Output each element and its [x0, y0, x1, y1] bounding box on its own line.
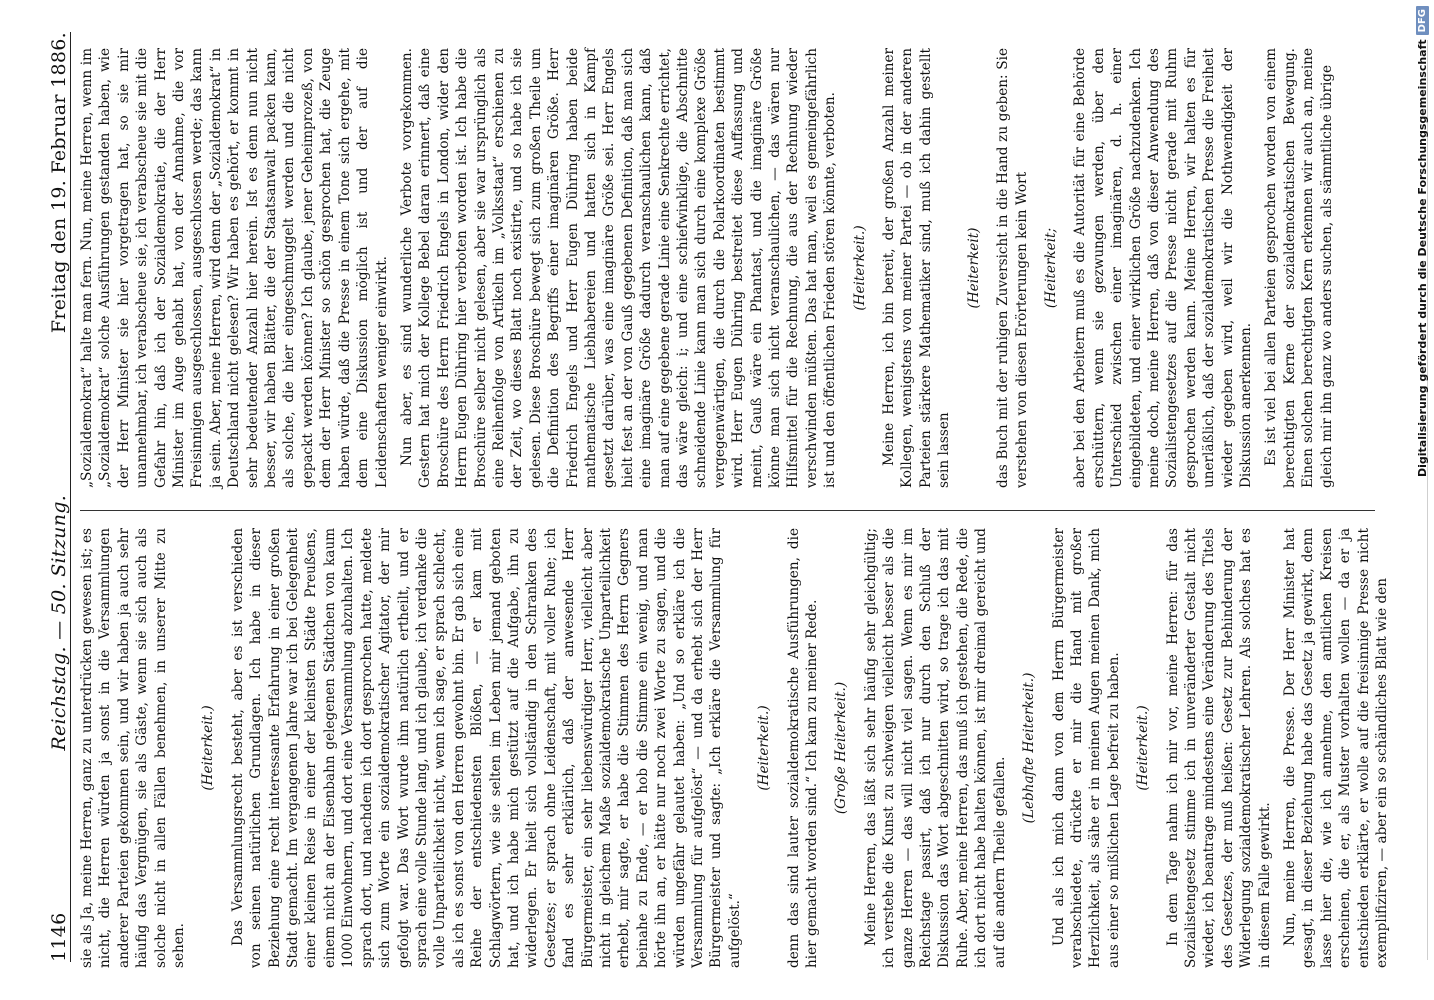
- stage-direction: (Heiterkeit.): [1135, 705, 1152, 791]
- stage-direction: (Lebhafte Heiterkeit.): [1021, 672, 1038, 824]
- running-head: [26, 32, 71, 962]
- watermark-strip: [1408, 0, 1432, 1000]
- paragraph: „Sozialdemokrat“ halte man fern. Nun, meine Herren, wenn im „Sozialdemokrat“ solche Ausführungen gestanden haben, wie der Herr Minister sie hier vorgetragen hat, so sie mir unannehmbar, ich verabscheue sie, ich verabscheue sie mit die Gefahr hin, daß ich der Sozialdemokratie, die der Herr Minister im Auge gehabt hat, von der Annahme, die vor Freisinnigen ausgeschlossen, ausgeschlossen werde; das kann ja sein. Aber, meine Herren, wird denn der „Sozialdemokrat“ in Deutschland nicht gelesen? Wir haben es gehört, er kommt in sehr bedeutender Anzahl hier herein. Ist es denn nun nicht besser, wir haben Blätter, die der Staatsanwalt packen kann, als solche, die hier eingeschmuggelt werden und die nicht gepackt werden können? Ich glaube, jener Geheimprozeß, von dem der Herr Minister so schön gesprochen hat, die Zeuge haben würde, daß die Presse in einem Tone sich ergehe, mit dem eine Diskussion möglich ist und der auf die Leidenschaften weniger einwirkt.: [79, 48, 390, 488]
- paragraph: Das Versammlungsrecht besteht, aber es ist verschieden von seinen natürlichen Grundlagen. Ich habe in dieser Beziehung eine recht interessante Erfahrung in einer großen Stadt gemacht. Im vergangenen Jahre war ich bei Gelegenheit einer kleinen Reise in einer der kleinsten Städte Preußens, einem nicht an der Eisenbahn gelegenen Städtchen von kaum 1000 Einwohnern, und dort eine Versammlung abzuhalten. Ich sprach dort, und nachdem ich dort gesprochen hatte, meldete sich zum Worte ein sozialdemokratischer Agitator, der mir gefolgt war. Das Wort wurde ihm natürlich ertheilt, und er sprach eine volle Stunde lang, und ich glaube, ich verdanke die volle Unparteilichkeit nicht, wenn ich sage, er sprach schlecht, als ich es sonst von den Herren gewohnt bin. Er gab sich eine Reihe der entschiedensten Blößen, — er kam mit Schlagwörtern, wie sie selten im Leben mir jemand geboten hat, und ich habe mich gestützt auf die Aufgabe, ihn zu widerlegen. Er hielt sich vollständig in den Schranken des Gesetzes; er sprach ohne Leidenschaft, mit voller Ruhe; ich fand es sehr erklärlich, daß der anwesende Herr Bürgermeister, ein sehr liebenswürdiger Herr, vielleicht aber nicht in gleichem Maße sozialdemokratische Unparteilichkeit erhebt, mir sagte, er habe die Stimmen des Herrn Gegners beinahe zu Ende, — er hob die Stimme ein wenig, und man hörte ihn an, er hätte nur noch zwei Worte zu sagen, und die würden ungefähr gelautet haben: „Und so erkläre ich die Versammlung für aufgelöst“ — und da erhebt sich der Herr Bürgermeister und sagte: „Ich erkläre die Versammlung für aufgelöst.“: [229, 528, 743, 968]
- paragraph: Nun aber, es sind wunderliche Verbote vorgekommen. Gestern hat mich der Kollege Bebel daran erinnert, daß eine Broschüre des Herrn Friedrich Engels in London, wider den Herrn Eugen Dühring hier verboten worden ist. Ich habe die Broschüre selber nicht gelesen, aber sie war ursprünglich als eine Reihenfolge von Artikeln im „Volksstaat“ erschienen zu der Zeit, wo dieses Blatt noch existirte, und so habe ich sie gelesen. Diese Broschüre bewegt sich zum großen Theile um die Definition des Begriffs einer imaginären Größe. Herr Friedrich Engels und Herr Eugen Dühring haben beide mathematische Liebhabereien und hatten sich in Kampf gesetzt darüber, was eine imaginäre Größe sei. Herr Engels hielt fest an der von Gauß gegebenen Definition, daß man sich eine imaginäre Größe dadurch veranschaulichen kann, daß man auf eine gegebene gerade Linie eine Senkrechte errichtet, das wäre gleich: i; und eine schiefwinklige, die Abschnitte schneidende Linie kann man sich durch eine komplexe Größe vergegenwärtigen, die durch die Polarkoordinaten bestimmt wird. Herr Eugen Dühring bestreitet diese Auffassung und meint, Gauß wäre ein Phantast, und die imaginäre Größe könne man sich nicht veranschaulichen, — das wären nur Hilfsmittel für die Rechnung, die aus der Rechnung wieder verschwinden müßten. Das hat man, weil es gemeingefährlich ist und den öffentlichen Frieden stören könnte, verboten.: [398, 48, 839, 488]
- running-head-session: — 50. Sitzung.: [48, 494, 70, 640]
- paragraph: In dem Tage nahm ich mir vor, meine Herren: für das Sozialistengesetz stimme ich in unveränderter Gestalt nicht wieder, ich beantrage mindestens eine Veränderung des Titels des Gesetzes, der muß heißen: Gesetz zur Behinderung der Widerlegung sozialdemokratischer Lehren. Als solches hat es in diesem Falle gewirkt.: [1164, 528, 1273, 968]
- watermark-text: Digitalisierung gefördert durch die Deutsche Forschungsgemeinschaft: [1415, 39, 1429, 478]
- paragraph: das Buch mit der ruhigen Zuversicht in die Hand zu geben: Sie verstehen von diesen Erörterungen kein Wort: [995, 48, 1030, 488]
- paragraph: sie als Ja, meine Herren, ganz zu unterdrücken gewesen ist; es nicht, die Herren würden ja sonst in die Versammlungen anderer Parteien gekommen sein, und wir haben ja auch sehr häufig das Vergnügen, sie als Gäste, wenn sie sich auch als solche nicht in allen Fällen benehmen, in unserer Mitte zu sehen.: [79, 528, 188, 968]
- running-head-center: [48, 333, 70, 912]
- stage-direction: (Heiterkeit.): [200, 705, 217, 791]
- paragraph: denn das sind lauter sozialdemokratische Ausführungen, die hier gemacht worden sind.“ Ich kam zu meiner Rede.: [785, 528, 821, 968]
- watermark: [1410, 0, 1434, 1000]
- paragraph: aber bei den Arbeitern muß es die Autorität für eine Behörde erschüttern, wenn sie gezwungen werden, über den Unterschied zwischen einer imaginären, d. h. einer eingebildeten, und einer wirklichen Größe nachzudenken. Ich meine doch, meine Herren, daß von dieser Anwendung des Sozialistengesetzes auf die Presse nicht gerade mit Ruhm gesprochen werden kann. Meine Herren, wir halten es für unerläßlich, daß der sozialdemokratischen Presse die Freiheit wieder gegeben wird, weil wir die Nothwendigkeit der Diskussion anerkennen.: [1072, 48, 1254, 488]
- running-head-title: Reichstag.: [48, 646, 70, 751]
- right-column: [78, 48, 1378, 488]
- paragraph: Meine Herren, das läßt sich sehr häufig sehr gleichgültig; ich verstehe die Kunst zu schweigen vielleicht besser als die ganze Herren — das will nicht viel sagen. Wenn es mir im Reichstage passirt, daß ich nur durch den Schluß der Diskussion das Wort abgeschnitten wird, so trage ich das mit Ruhe. Aber, meine Herren, das muß ich gestehen, die Rede, die ich dort nicht habe halten können, ist mir dreimal gereicht und auf die andern Theile gefallen.: [862, 528, 1008, 968]
- stage-direction: (Große Heiterkeit.): [833, 681, 850, 815]
- stage-direction: (Heiterkeit.): [756, 705, 773, 791]
- paragraph: Es ist viel bei allen Parteien gesprochen worden von einem berechtigten Kerne der sozialdemokratischen Bewegung. Einen solchen berechtigten Kern erkennen wir auch an, meine gleich mir ihn ganz wo anders suchen, als sämmtliche übrige: [1263, 48, 1335, 488]
- page-number: 1146: [48, 912, 70, 962]
- stage-direction: (Heiterkeit): [965, 227, 982, 309]
- paragraph: Meine Herren, ich bin bereit, der großen Anzahl meiner Kollegen, wenigstens von meiner Partei — ob in der anderen Parteien stärkere Mathematiker sind, muß ich dahin gestellt sein lassen: [881, 48, 953, 488]
- dfg-logo-icon: DFG: [1416, 6, 1429, 35]
- paragraph: Nun, meine Herren, die Presse. Der Herr Minister hat gesagt, in dieser Beziehung habe das Gesetz ja gewirkt, denn lasse hier die, wie ich annehme, den amtlichen Kreisen erscheinen, die er, als Muster vorhalten wollen — da er ja entschieden erklärte, er wolle auf die freisinnige Presse nicht exemplifiziren, — aber ein so schändliches Blatt wie den: [1281, 528, 1390, 968]
- column-rule: [80, 510, 1375, 511]
- stage-direction: (Heiterkeit;: [1042, 227, 1059, 309]
- paragraph: Und als ich mich dann von dem Herrn Bürgermeister verabschiedete, drückte er mir die Hand mit großer Herzlichkeit, als sähe er in meinen Augen meinen Dank, mich aus einer so mißlichen Lage befreit zu haben.: [1050, 528, 1122, 968]
- left-column: [78, 528, 1390, 968]
- stage-direction: (Heiterkeit.): [851, 225, 868, 311]
- running-head-date: Freitag den 19. Februar 1886.: [48, 32, 70, 334]
